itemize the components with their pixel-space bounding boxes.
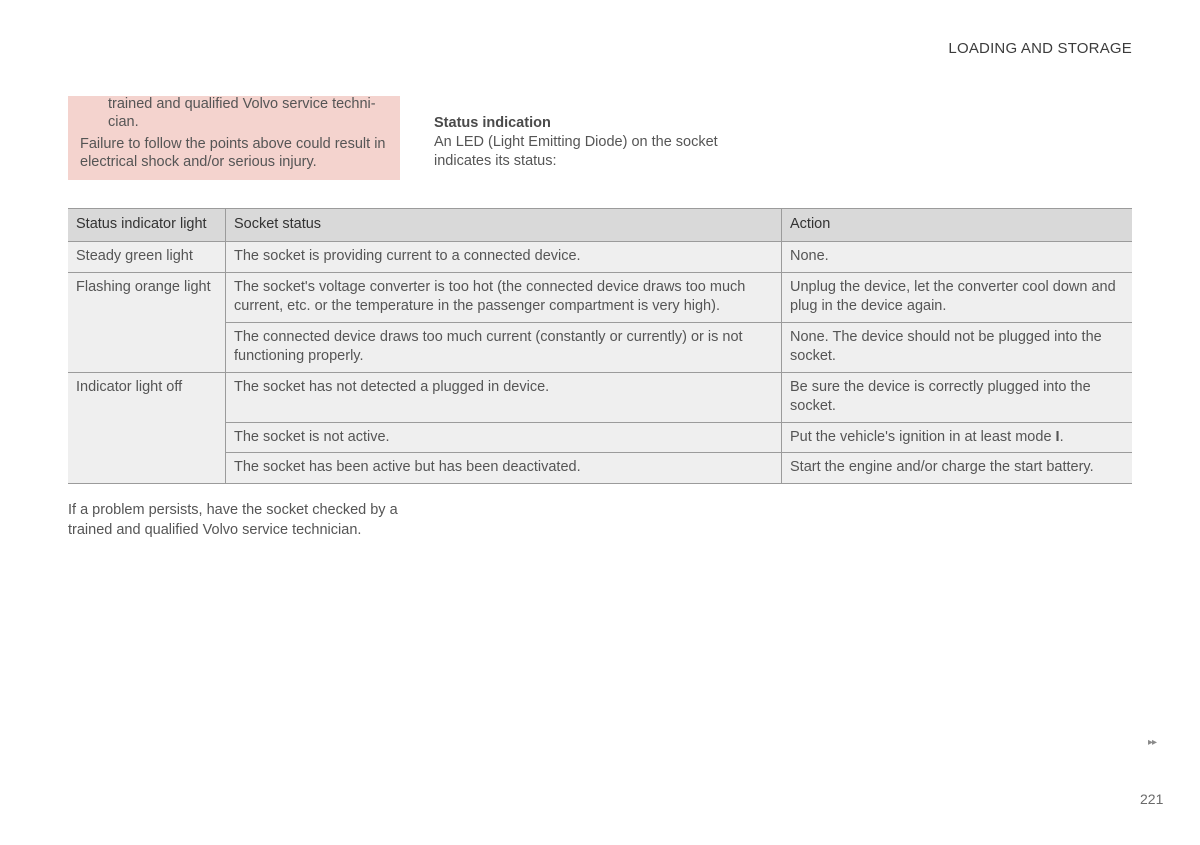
- status-indication-section: [434, 114, 774, 171]
- status-table: [68, 208, 1132, 484]
- table-row: [68, 322, 1132, 372]
- light-cell: Flashing orange light: [68, 272, 226, 372]
- ignition-mode-label: I: [1055, 428, 1060, 445]
- page-number: 221: [1140, 791, 1164, 807]
- footer-note: If a problem persists, have the socket checked by a trained and qualified Volvo service technician.: [68, 502, 398, 538]
- table-row: [68, 453, 1132, 484]
- warning-continued-line-1: trained and qualified Volvo service techni-: [108, 96, 376, 112]
- warning-consequence: Failure to follow the points above could result in electrical shock and/or serious injury.: [80, 136, 386, 170]
- column-header-socket-status: Socket status: [226, 209, 782, 242]
- warning-continued-line-2: cian.: [108, 113, 139, 130]
- warning-continued-text: [80, 96, 388, 131]
- action-text-suffix: .: [1059, 428, 1064, 445]
- table-row: [68, 372, 1132, 422]
- status-cell: The socket is not active.: [226, 422, 782, 453]
- column-header-light: Status indicator light: [68, 209, 226, 242]
- status-cell: The socket has not detected a plugged in device.: [226, 372, 782, 422]
- action-cell: None. The device should not be plugged into the socket.: [782, 322, 1133, 372]
- status-indication-heading: Status indication: [434, 115, 551, 131]
- warning-box: [68, 96, 400, 180]
- action-cell: None.: [782, 242, 1133, 273]
- table-row: [68, 242, 1132, 273]
- column-header-action: Action: [782, 209, 1133, 242]
- action-cell: Unplug the device, let the converter cool down and plug in the device again.: [782, 272, 1133, 322]
- status-indication-text: An LED (Light Emitting Diode) on the socket indicates its status:: [434, 134, 718, 169]
- light-cell: Indicator light off: [68, 372, 226, 483]
- status-cell: The socket has been active but has been deactivated.: [226, 453, 782, 484]
- status-cell: The connected device draws too much current (constantly or currently) or is not functioning properly.: [226, 322, 782, 372]
- action-cell: Be sure the device is correctly plugged into the socket.: [782, 372, 1133, 422]
- table-row: [68, 272, 1132, 322]
- action-cell: [782, 422, 1133, 453]
- status-cell: The socket's voltage converter is too hot (the connected device draws too much current, etc. or the temperature in the passenger compartment is very high).: [226, 272, 782, 322]
- action-cell: Start the engine and/or charge the start battery.: [782, 453, 1133, 484]
- section-title: LOADING AND STORAGE: [948, 40, 1132, 57]
- double-triangle-right-icon: ▸▸: [1148, 737, 1157, 748]
- action-text: Put the vehicle's ignition in at least mode: [790, 428, 1056, 445]
- table-row: [68, 422, 1132, 453]
- light-cell: Steady green light: [68, 242, 226, 273]
- table-header-row: [68, 209, 1132, 242]
- status-cell: The socket is providing current to a connected device.: [226, 242, 782, 273]
